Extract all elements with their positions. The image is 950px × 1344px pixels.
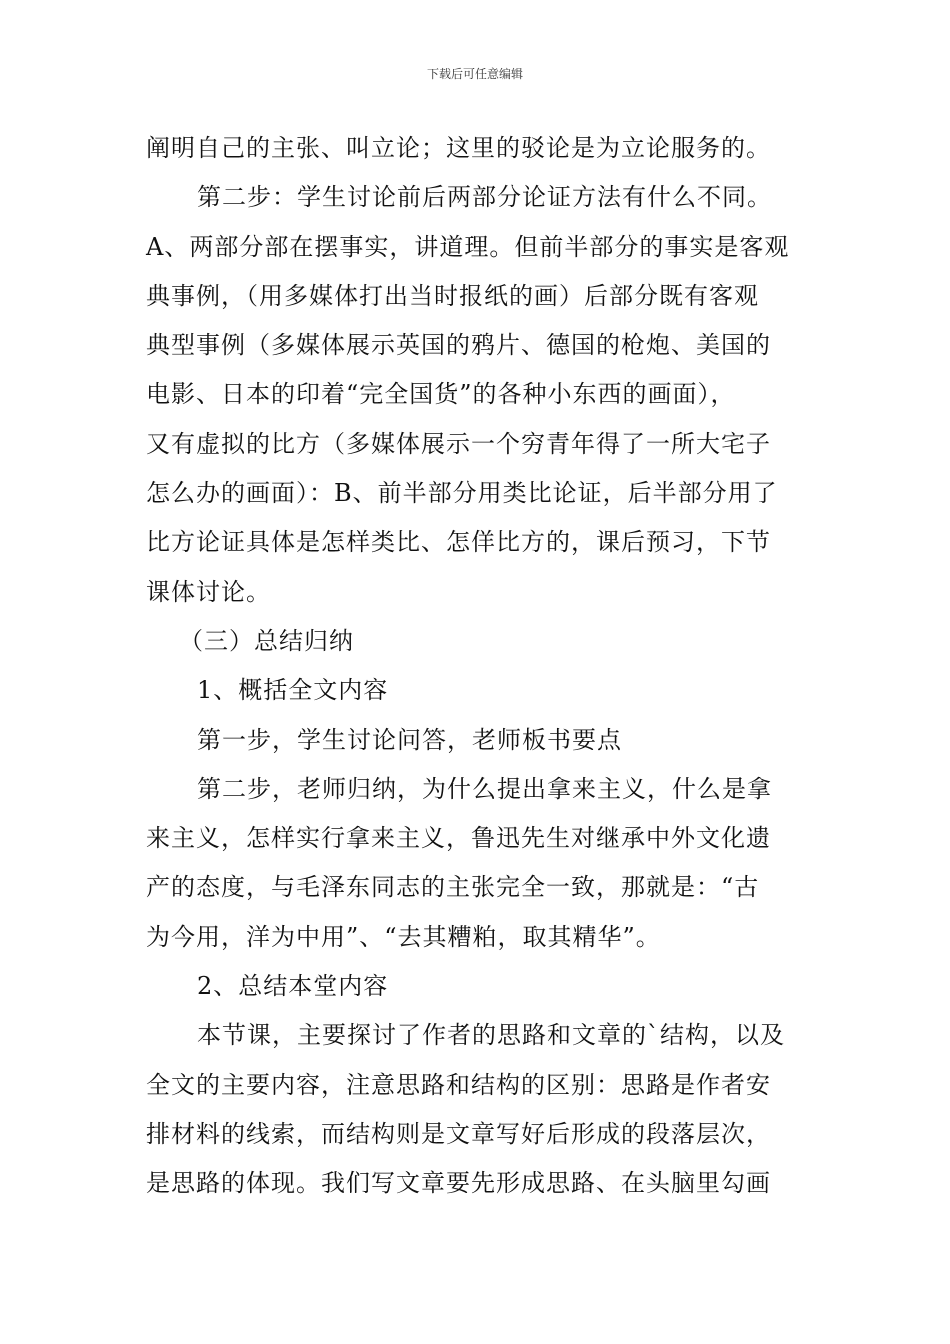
text-line: 比方论证具体是怎样类比、怎佯比方的，课后预习，下节 xyxy=(146,528,771,557)
text-line: 怎么办的画面）：B、前半部分用类比论证，后半部分用了 xyxy=(146,479,778,508)
text-line: 典型事例（多媒体展示英国的鸦片、德国的枪炮、美国的 xyxy=(146,331,771,360)
text-line: 本节课，主要探讨了作者的思路和文章的`结构，以及 xyxy=(197,1021,785,1050)
text-line: 排材料的线索，而结构则是文章写好后形成的段落层次， xyxy=(146,1119,771,1148)
text-line: A、两部分部在摆事实，讲道理。但前半部分的事实是客观 xyxy=(146,232,790,261)
subsection-heading: 2、总结本堂内容 xyxy=(197,972,389,1001)
text-line: 全文的主要内容，注意思路和结构的区别：思路是作者安 xyxy=(146,1070,771,1099)
text-line: 第二步：学生讨论前后两部分论证方法有什么不同。 xyxy=(197,183,772,212)
text-line: 课体讨论。 xyxy=(146,577,271,606)
text-line: 阐明自己的主张、叫立论；这里的驳论是为立论服务的。 xyxy=(146,134,771,162)
text-line: 电影、日本的印着“完全国货”的各种小东西的画面）， xyxy=(146,380,736,409)
text-line: 第一步，学生讨论问答，老师板书要点 xyxy=(197,725,622,754)
text-line: 为今用，洋为中用”、“去其糟粕，取其精华”。 xyxy=(146,922,661,951)
text-line: 来主义，怎样实行拿来主义，鲁迅先生对继承中外文化遗 xyxy=(146,824,771,853)
text-line: 是思路的体现。我们写文章要先形成思路、在头脑里勾画 xyxy=(146,1169,771,1198)
text-line: 典事例，（用多媒体打出当时报纸的画）后部分既有客观 xyxy=(146,281,759,310)
text-line: 产的态度，与毛泽东同志的主张完全一致，那就是：“古 xyxy=(146,873,760,902)
text-line: 又有虚拟的比方（多媒体展示一个穷青年得了一所大宅子 xyxy=(146,429,771,458)
document-body xyxy=(146,128,826,1213)
section-heading: （三）总结归纳 xyxy=(179,626,354,655)
subsection-heading: 1、概括全文内容 xyxy=(197,676,389,705)
page-header: 下载后可任意编辑 xyxy=(426,67,523,81)
text-line: 第二步，老师归纳，为什么提出拿来主义，什么是拿 xyxy=(197,774,772,803)
